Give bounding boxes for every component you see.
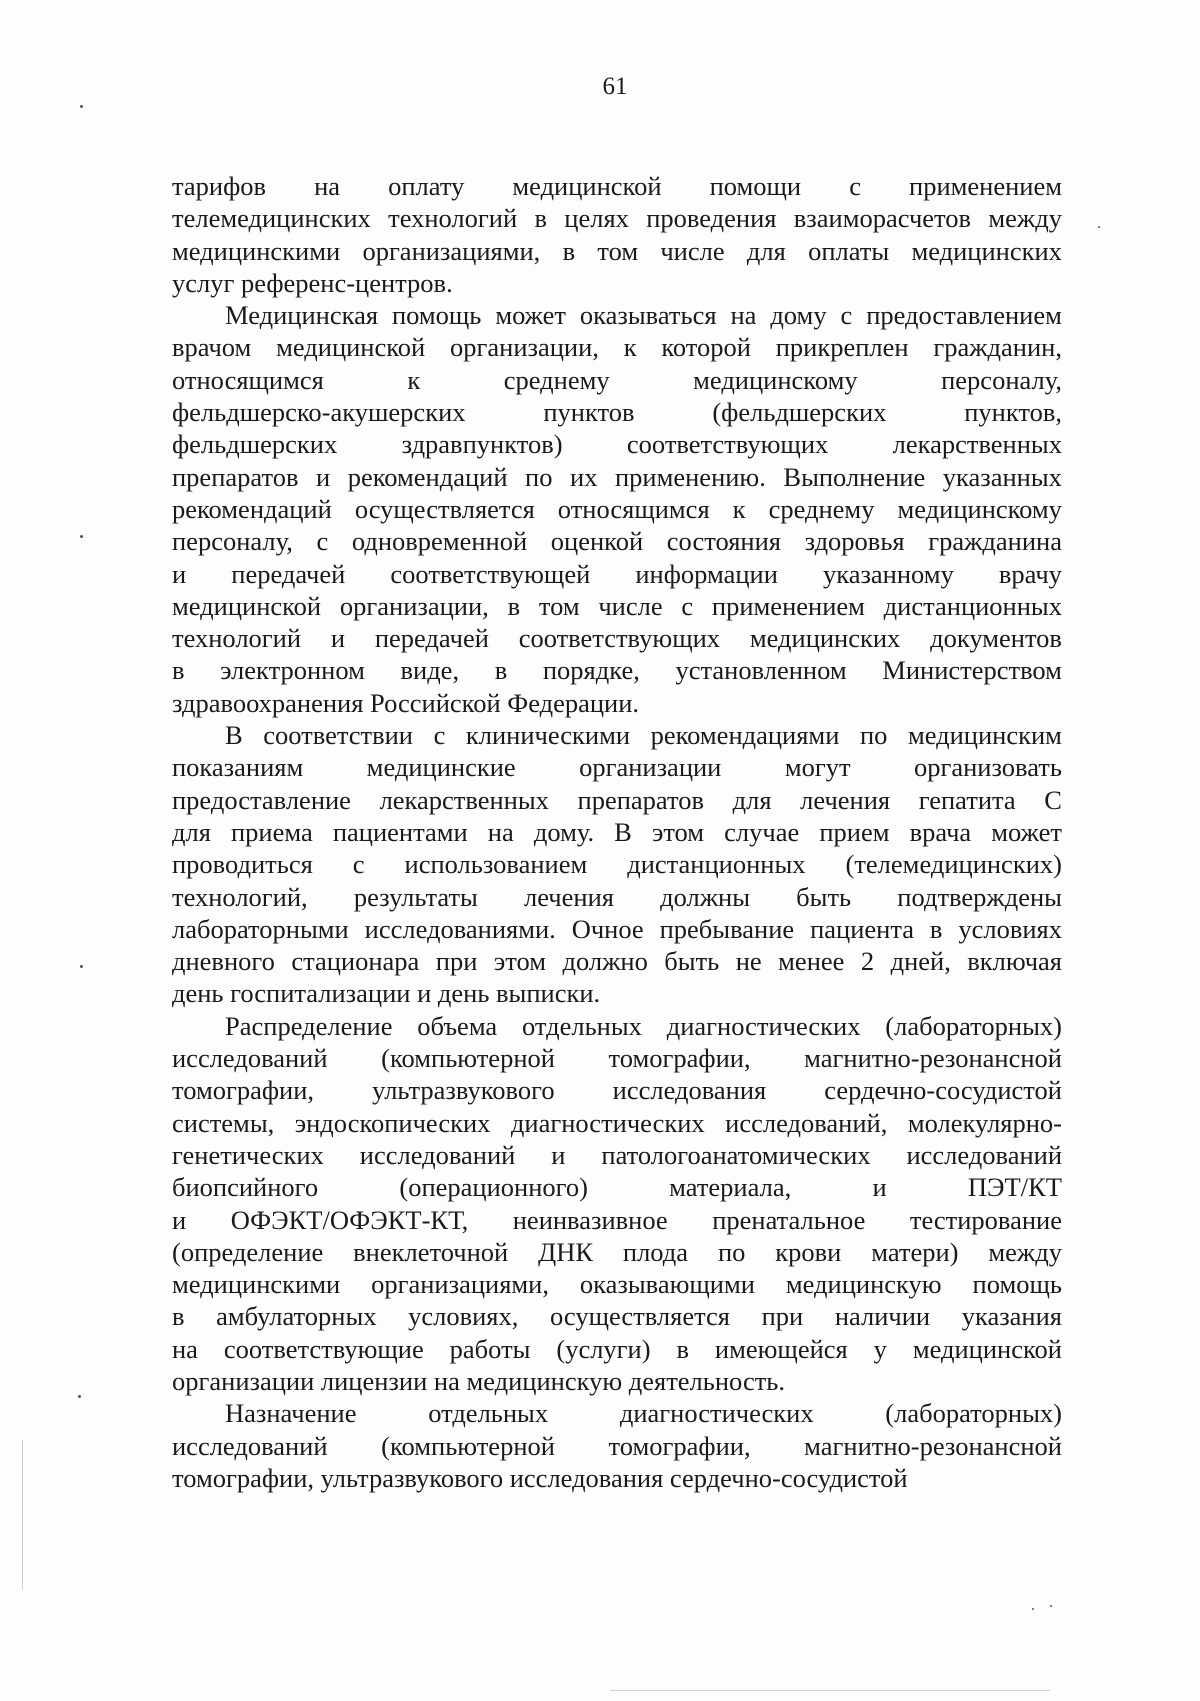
text-line: Распределение объема отдельных диагностических (лабораторных) [225,1010,1062,1041]
scan-speck [80,965,83,968]
text-line: и передачей соответствующей информации указанному врачу [172,558,1062,589]
body-text [172,170,1062,1494]
text-line: тарифов на оплату медицинской помощи с применением [172,171,1062,201]
text-line: услуг референс-центров. [172,267,453,298]
text-line: препаратов и рекомендаций по их применению. Выполнение указанных [172,461,1062,492]
text-line: день госпитализации и день выписки. [172,978,601,1009]
text-line: Назначение отдельных диагностических (лабораторных) [225,1398,1062,1429]
text-line: биопсийного (операционного) материала, и ПЭТ/КТ [172,1172,1062,1203]
scan-edge-line [610,1690,1050,1691]
text-line: на соответствующие работы (услуги) в имеющейся у медицинской [172,1333,1062,1364]
text-line: генетических исследований и патологоанатомических исследований [172,1139,1062,1170]
scan-edge-line [22,1440,23,1590]
text-line: в электронном виде, в порядке, установленном Министерством [172,655,1062,686]
page-number: 61 [602,73,628,100]
scan-speck [78,1395,81,1398]
text-line: технологий, результаты лечения должны быть подтверждены [172,881,1062,912]
text-line: В соответствии с клиническими рекомендациями по медицинским [225,720,1062,751]
text-line: предоставление лекарственных препаратов для лечения гепатита С [172,784,1062,815]
text-line: организации лицензии на медицинскую деятельность. [172,1365,786,1396]
scan-speck [1098,226,1100,228]
text-line: медицинскими организациями, в том числе для оплаты медицинских [172,235,1062,266]
text-line: врачом медицинской организации, к которой прикреплен гражданин, [172,332,1062,363]
scan-speck [80,105,83,108]
text-line: для приема пациентами на дому. В этом случае прием врача может [172,816,1062,847]
text-line: технологий и передачей соответствующих медицинских документов [172,623,1062,654]
text-line: персоналу, с одновременной оценкой состояния здоровья гражданина [172,526,1062,557]
text-line: здравоохранения Российской Федерации. [172,687,640,718]
text-line: фельдшерско-акушерских пунктов (фельдшерских пунктов, [172,397,1062,428]
text-line: исследований (компьютерной томографии, магнитно-резонансной [172,1430,1062,1461]
text-line: медицинскими организациями, оказывающими медицинскую помощь [172,1269,1062,1300]
scan-speck [1032,1608,1034,1610]
text-line: показаниям медицинские организации могут организовать [172,752,1062,783]
text-line: исследований (компьютерной томографии, магнитно-резонансной [172,1043,1062,1074]
scan-speck [1050,1605,1052,1607]
text-line: и ОФЭКТ/ОФЭКТ-КТ, неинвазивное пренатальное тестирование [172,1204,1062,1235]
text-line: медицинской организации, в том числе с применением дистанционных [172,590,1062,621]
text-line: системы, эндоскопических диагностических исследований, молекулярно- [172,1107,1062,1138]
text-line: рекомендаций осуществляется относящимся к среднему медицинскому [172,493,1062,524]
scan-speck [80,535,83,538]
text-line: Медицинская помощь может оказываться на дому с предоставлением [225,300,1062,331]
text-line: томографии, ультразвукового исследования сердечно-сосудистой [172,1075,1062,1106]
text-line: проводиться с использованием дистанционных (телемедицинских) [172,849,1062,880]
text-line: дневного стационара при этом должно быть не менее 2 дней, включая [172,946,1062,977]
text-line: (определение внеклеточной ДНК плода по крови матери) между [172,1236,1062,1267]
text-line: телемедицинских технологий в целях проведения взаиморасчетов между [172,203,1062,234]
text-line: томографии, ультразвукового исследования сердечно-сосудистой [172,1462,908,1493]
text-line: фельдшерских здравпунктов) соответствующих лекарственных [172,429,1062,460]
text-line: в амбулаторных условиях, осуществляется при наличии указания [172,1301,1062,1332]
text-line: лабораторными исследованиями. Очное пребывание пациента в условиях [172,913,1062,944]
text-line: относящимся к среднему медицинскому персоналу, [172,364,1062,395]
